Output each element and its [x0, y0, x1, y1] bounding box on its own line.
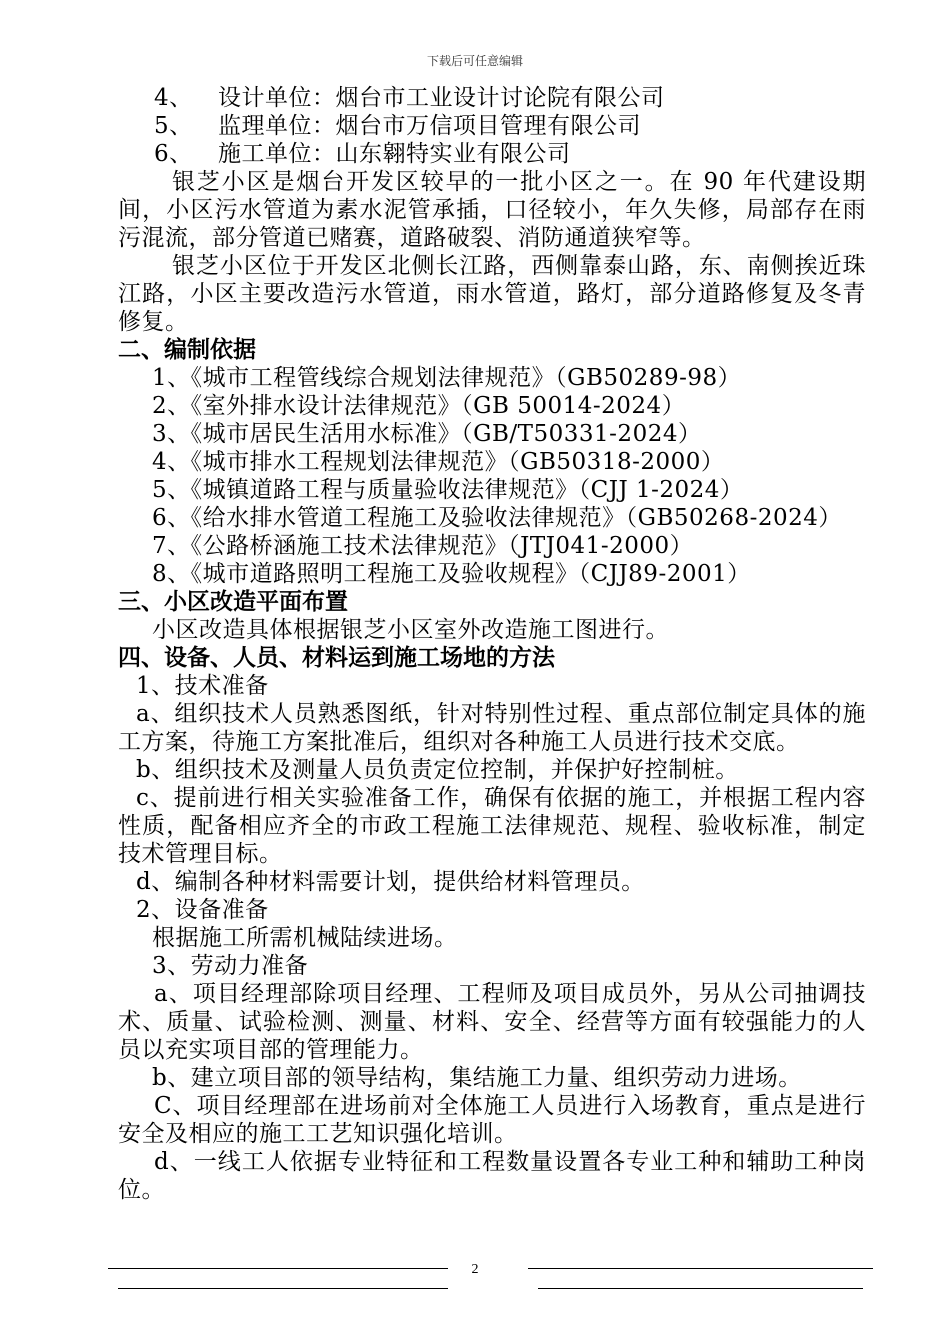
list-paragraph: b、建立项目部的领导结构，集结施工力量、组织劳动力进场。: [152, 1065, 802, 1091]
subsection-heading: 2、设备准备: [136, 897, 269, 923]
reference-item: 8、《城市道路照明工程施工及验收规程》（CJJ89-2001）: [152, 561, 751, 587]
document-body: [118, 84, 866, 1204]
subsection-heading: 1、技术准备: [136, 673, 269, 699]
footer-rule: [538, 1288, 863, 1289]
list-paragraph: b、组织技术及测量人员负责定位控制，并保护好控制桩。: [136, 757, 739, 783]
reference-item: 5、《城镇道路工程与质量验收法律规范》（CJJ 1-2024）: [152, 477, 744, 503]
list-paragraph: d、编制各种材料需要计划，提供给材料管理员。: [136, 869, 645, 895]
page-header: 下载后可任意编辑: [426, 54, 523, 68]
reference-item: 4、《城市排水工程规划法律规范》（GB50318-2000）: [152, 449, 725, 475]
reference-item: 6、《给水排水管道工程施工及验收法律规范》（GB50268-2024）: [152, 505, 842, 531]
list-paragraph: a、项目经理部除项目经理、工程师及项目成员外，另从公司抽调技术、质量、试验检测、测量、材料、安全、经营等方面有较强能力的人员以充实项目部的管理能力。: [118, 981, 866, 1063]
page-number: 2: [471, 1262, 479, 1277]
footer-rule: [108, 1268, 448, 1269]
subsection-heading: 3、劳动力准备: [152, 953, 309, 979]
intro-item: 6、 施工单位：山东翱特实业有限公司: [154, 141, 571, 167]
section-text: 小区改造具体根据银芝小区室外改造施工图进行。: [152, 617, 669, 643]
reference-item: 2、《室外排水设计法律规范》（GB 50014-2024）: [152, 393, 686, 419]
reference-item: 7、《公路桥涵施工技术法律规范》（JTJ041-2000）: [152, 533, 694, 559]
paragraph-location: 银芝小区位于开发区北侧长江路，西侧靠泰山路，东、南侧挨近珠江路，小区主要改造污水管道，雨水管道，路灯，部分道路修复及冬青修复。: [118, 253, 866, 335]
list-paragraph: C、项目经理部在进场前对全体施工人员进行入场教育，重点是进行安全及相应的施工工艺知识强化培训。: [118, 1093, 866, 1147]
list-paragraph: d、一线工人依据专业特征和工程数量设置各专业工种和辅助工种岗位。: [118, 1149, 866, 1203]
section-text: 根据施工所需机械陆续进场。: [152, 925, 458, 951]
paragraph-background: 银芝小区是烟台开发区较早的一批小区之一。在 90 年代建设期间，小区污水管道为素水泥管承插，口径较小，年久失修，局部存在雨污混流，部分管道已赌赛，道路破裂、消防通道狭窄等。: [118, 169, 866, 251]
reference-item: 3、《城市居民生活用水标准》（GB/T50331-2024）: [152, 421, 702, 447]
footer-rule: [118, 1288, 448, 1289]
list-paragraph: c、提前进行相关实验准备工作，确保有依据的施工，并根据工程内容性质，配备相应齐全的市政工程施工法律规范、规程、验收标准，制定技术管理目标。: [118, 785, 866, 867]
page-footer: [0, 1258, 950, 1298]
section-heading: 二、编制依据: [118, 337, 256, 363]
list-paragraph: a、组织技术人员熟悉图纸，针对特别性过程、重点部位制定具体的施工方案，待施工方案批准后，组织对各种施工人员进行技术交底。: [118, 701, 866, 755]
footer-rule: [528, 1268, 873, 1269]
intro-item: 4、 设计单位：烟台市工业设计讨论院有限公司: [154, 85, 665, 111]
section-heading: 四、设备、人员、材料运到施工场地的方法: [118, 645, 555, 671]
intro-item: 5、 监理单位：烟台市万信项目管理有限公司: [154, 113, 641, 139]
section-heading: 三、小区改造平面布置: [118, 589, 348, 615]
reference-item: 1、《城市工程管线综合规划法律规范》（GB50289-98）: [152, 365, 742, 391]
